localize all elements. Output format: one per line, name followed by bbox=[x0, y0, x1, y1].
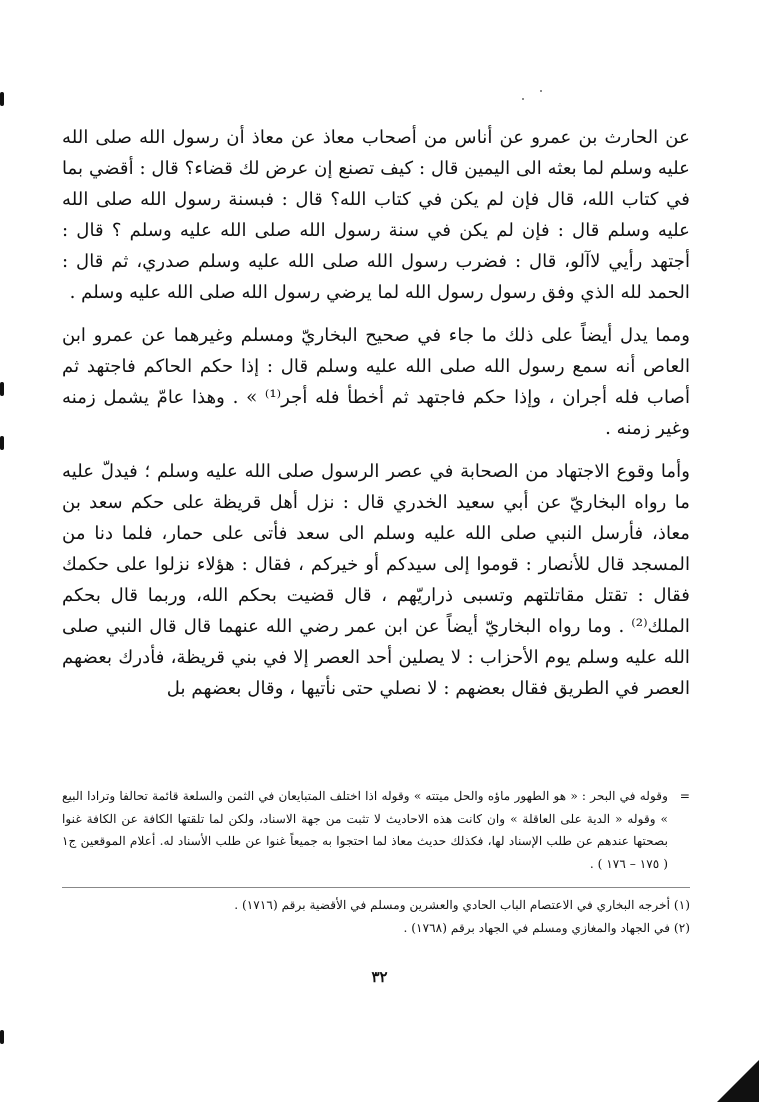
continuation-marker: = bbox=[679, 789, 690, 803]
footnote-continuation-text bbox=[62, 785, 690, 875]
footnote-divider bbox=[62, 887, 690, 888]
footnotes bbox=[62, 894, 690, 939]
scan-speck bbox=[522, 98, 524, 100]
page-corner-shadow bbox=[717, 1060, 759, 1102]
page-number: ٣٢ bbox=[371, 968, 388, 986]
scan-edge-mark bbox=[0, 436, 4, 450]
scan-speck bbox=[540, 90, 542, 92]
continuation-body: وقوله في البحر : « هو الطهور ماؤه والحل ميتته » وقوله اذا اختلف المتبايعان في الثمن والسلعة قائمة تحالفا وترادا البيع » وقوله « الدية على العاقلة » وان كانت هذه الاحاديث لا تثبت من جهة الاسناد، ولكن لما تلقتها الكافة عن الكافة غنوا بصحتها عندهم عن طلب الإسناد لها، فكذلك حديث معاذ لما احتجوا به جميعاً غنوا عن طلب الأسناد له. أعلام الموقعين ج١ ( ١٧٥ – ١٧٦ ) . bbox=[62, 789, 668, 871]
main-text bbox=[62, 122, 690, 716]
paragraph-ijtihad-reward: ومما يدل أيضاً على ذلك ما جاء في صحيح البخاريّ ومسلم وغيرهما عن عمرو ابن العاص أنه سمع رسول الله صلى الله عليه وسلم قال : إذا حكم الحاكم فاجتهد ثم أصاب فله أجران ، وإذا حكم فاجتهد ثم أخطأ فله أجر⁽¹⁾ » . وهذا عامّ يشمل زمنه وغير زمنه . bbox=[62, 325, 691, 439]
footnote-continuation bbox=[62, 785, 690, 875]
scan-edge-mark bbox=[0, 382, 4, 396]
scan-edge-mark bbox=[0, 92, 4, 106]
scan-edge-mark bbox=[0, 1030, 4, 1044]
footnote-1: (١) أخرجه البخاري في الاعتصام الباب الحادي والعشرين ومسلم في الأقضية برقم (١٧١٦) . bbox=[234, 898, 690, 912]
paragraph-companions-ijtihad: وأما وقوع الاجتهاد من الصحابة في عصر الرسول صلى الله عليه وسلم ؛ فيدلّ عليه ما رواه البخاريّ عن أبي سعيد الخدري قال : نزل أهل قريظة على حكم سعد بن معاذ، فأرسل النبي صلى الله عليه وسلم الى سعد فأتى على حمار، فلما دنا من المسجد قال للأنصار : قوموا إلى سيدكم أو خيركم ، فقال : هؤلاء نزلوا على حكمك فقال : تقتل مقاتلتهم وتسبى ذراريّهم ، قال قضيت بحكم الله، وربما قال بحكم الملك⁽²⁾ . وما رواه البخاريّ أيضاً عن ابن عمر رضي الله عنهما قال قال النبي صلى الله عليه وسلم يوم الأحزاب : لا يصلين أحد العصر إلا في بني قريظة، فأدرك بعضهم العصر في الطريق فقال بعضهم : لا نصلي حتى نأتيها ، وقال بعضهم بل bbox=[62, 461, 690, 699]
footnote-2: (٢) في الجهاد والمغازي ومسلم في الجهاد برقم (١٧٦٨) . bbox=[403, 920, 690, 935]
paragraph-hadith-muadh: عن الحارث بن عمرو عن أناس من أصحاب معاذ عن معاذ أن رسول الله صلى الله عليه وسلم لما بعثه الى اليمين قال : كيف تصنع إن عرض لك قضاء؟ قال : أقضي بما في كتاب الله، قال فإن لم يكن في كتاب الله؟ قال : فبسنة رسول الله صلى الله عليه وسلم قال : فإن لم يكن في سنة رسول الله صلى الله عليه وسلم ؟ قال : أجتهد رأيي لاآلو، قال : فضرب رسول الله صلى الله عليه وسلم صدري، ثم قال : الحمد لله الذي وفق رسول رسول الله لما يرضي رسول الله صلى الله عليه وسلم . bbox=[62, 127, 690, 303]
